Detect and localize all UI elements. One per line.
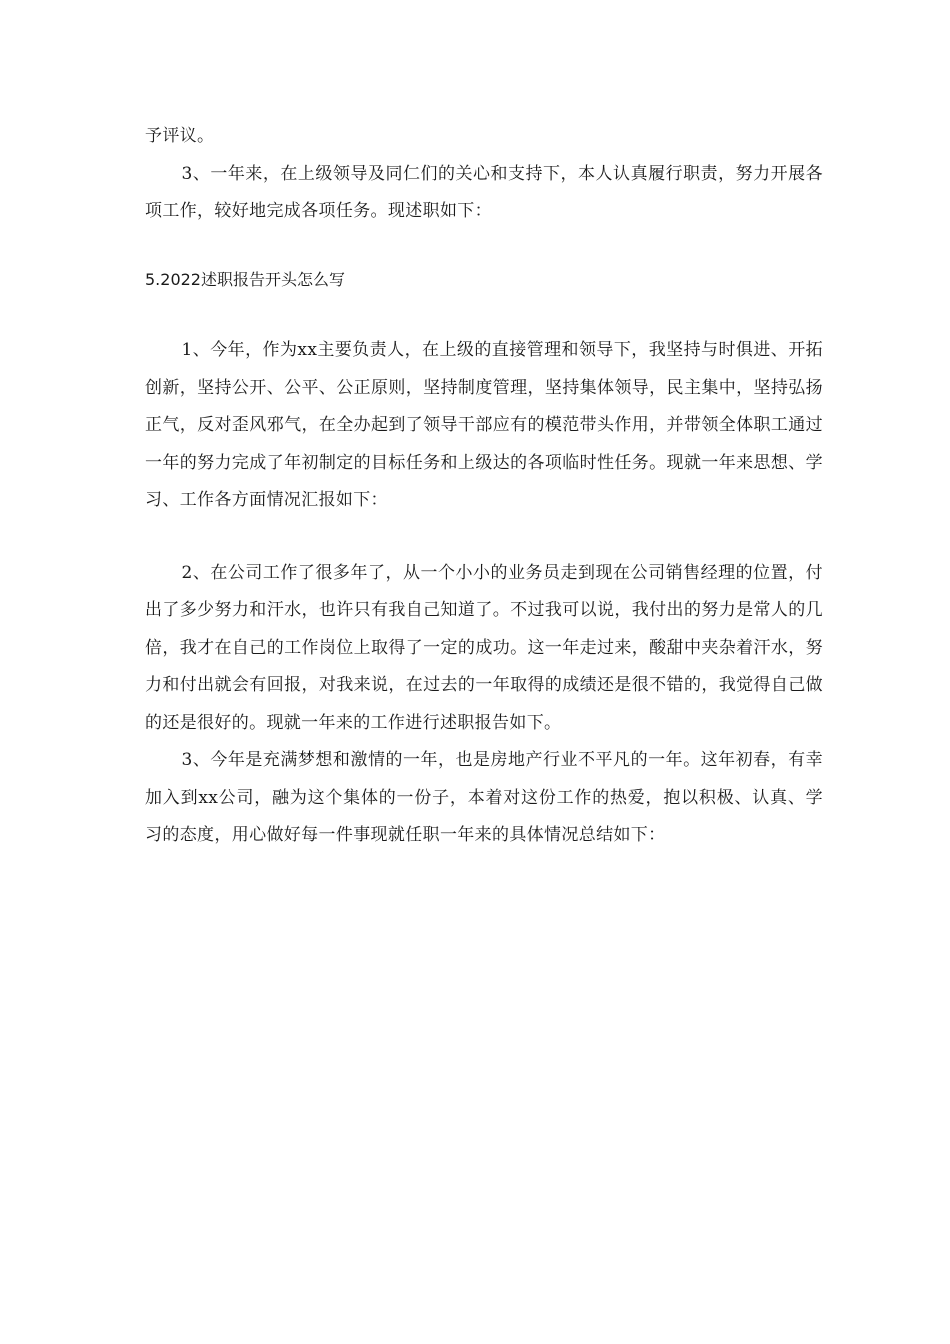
- document-body: [145, 118, 823, 855]
- spacer: [145, 520, 823, 555]
- spacer: [145, 231, 823, 261]
- section-item-2: 2、在公司工作了很多年了，从一个小小的业务员走到现在公司销售经理的位置，付出了多少努力和汗水，也许只有我自己知道了。不过我可以说，我付出的努力是常人的几倍，我才在自己的工作岗位上取得了一定的成功。这一年走过来，酸甜中夹杂着汗水，努力和付出就会有回报，对我来说，在过去的一年取得的成绩还是很不错的，我觉得自己做的还是很好的。现就一年来的工作进行述职报告如下。: [145, 562, 823, 733]
- section-item-1: 1、今年，作为xx主要负责人，在上级的直接管理和领导下，我坚持与时俱进、开拓创新，坚持公开、公平、公正原则，坚持制度管理，坚持集体领导，民主集中，坚持弘扬正气，反对歪风邪气，在全办起到了领导干部应有的模范带头作用，并带领全体职工通过一年的努力完成了年初制定的目标任务和上级达的各项临时性任务。现就一年来思想、学习、工作各方面情况汇报如下：: [145, 340, 823, 510]
- previous-section-item-3: 3、一年来，在上级领导及同仁们的关心和支持下，本人认真履行职责，努力开展各项工作，较好地完成各项任务。现述职如下：: [145, 163, 823, 221]
- section-heading: 5.2022述职报告开头怎么写: [145, 269, 345, 289]
- spacer: [145, 298, 823, 332]
- continuation-paragraph: 予评议。: [145, 126, 215, 146]
- section-item-3: 3、今年是充满梦想和激情的一年，也是房地产行业不平凡的一年。这年初春，有幸加入到xx公司，融为这个集体的一份子，本着对这份工作的热爱，抱以积极、认真、学习的态度，用心做好每一件事现就任职一年来的具体情况总结如下：: [145, 750, 823, 845]
